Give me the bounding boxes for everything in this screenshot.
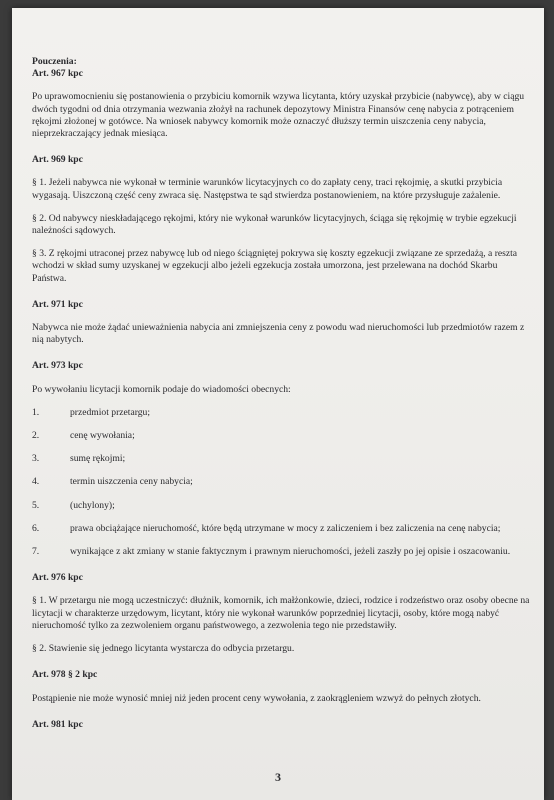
art-973-heading: Art. 973 kpc xyxy=(32,360,83,372)
art-967-heading: Art. 967 kpc xyxy=(32,68,83,80)
art-971-text: Nabywca nie może żądać unieważnienia nabycia ani zmniejszenia ceny z powodu wad nieruchomości lub przedmiotów razem z nią nabytych. xyxy=(32,322,525,346)
art-973-item-7 xyxy=(32,546,530,558)
list-number: 7. xyxy=(32,546,40,558)
list-text: wynikające z akt zmiany w stanie faktycznym i prawnym nieruchomości, jeżeli zaszły po jej opisie i oszacowaniu. xyxy=(70,546,511,558)
art-976-heading: Art. 976 kpc xyxy=(32,572,83,584)
art-969-paragraph-2: § 2. Od nabywcy nieskładającego rękojmi, który nie wykonał warunków licytacyjnych, ściąga się rękojmię w trybie egzekucji należności sądowych. xyxy=(32,212,517,237)
list-text: (uchylony); xyxy=(70,499,115,511)
art-973-item-3 xyxy=(32,453,530,465)
art-973-item-1 xyxy=(32,407,530,419)
art-976-paragraph-1: § 1. W przetargu nie mogą uczestniczyć: dłużnik, komornik, ich małżonkowie, dzieci, rodzice i rodzeństwo oraz osoby obecne na licytacji w charakterze urzędowym, licytant, który nie wykonał warunków poprzedniej licytacji, osoby, które mogą nabyć nieruchomość tylko za zezwoleniem organu państwowego, a zezwolenia tego nie przedstawiły. xyxy=(32,595,530,631)
art-976-paragraph-2: § 2. Stawienie się jednego licytanta wystarcza do odbycia przetargu. xyxy=(32,643,295,655)
art-967-text: Po uprawomocnieniu się postanowienia o przybiciu komornik wzywa licytanta, który uzyskał przybicie (nabywcę), aby w ciągu dwóch tygodni od dnia otrzymania wezwania złożył na rachunek depozytowy Ministra Finansów cenę nabycia z potrąceniem rękojmi złożonej w gotówce. Na wniosek nabywcy komornik może oznaczyć dłuższy termin uiszczenia ceny nabycia, nieprzekraczający jednak miesiąca. xyxy=(32,91,525,140)
document-content xyxy=(32,56,530,731)
list-number: 5. xyxy=(32,499,40,511)
art-973-item-4 xyxy=(32,476,530,488)
page-number: 3 xyxy=(275,770,281,784)
list-text: prawa obciążające nieruchomość, które będą utrzymane w mocy z zaliczeniem i bez zaliczenia na cenę nabycia; xyxy=(70,522,501,534)
list-text: cenę wywołania; xyxy=(70,430,135,442)
list-number: 4. xyxy=(32,476,40,488)
art-981-heading: Art. 981 kpc xyxy=(32,718,83,730)
art-969-paragraph-3: § 3. Z rękojmi utraconej przez nabywcę lub od niego ściągniętej pokrywa się koszty egzekucji związane ze sprzedażą, a reszta wchodzi w skład sumy uzyskanej w egzekucji albo jeżeli egzekucja została umorzona, jest przelewana na dochód Skarbu Państwa. xyxy=(32,248,518,284)
document-page xyxy=(12,8,544,800)
list-number: 6. xyxy=(32,522,40,534)
list-text: przedmiot przetargu; xyxy=(70,406,151,418)
art-973-intro: Po wywołaniu licytacji komornik podaje do wiadomości obecnych: xyxy=(32,383,291,395)
list-number: 3. xyxy=(32,453,40,465)
list-text: termin uiszczenia ceny nabycia; xyxy=(70,476,193,488)
art-969-paragraph-1: § 1. Jeżeli nabywca nie wykonał w terminie warunków licytacyjnych co do zapłaty ceny, traci rękojmię, a skutki przybicia wygasają. Uiszczoną część ceny zwraca się. Następstwa te sąd stwierdza postanowieniem, na które przysługuje zażalenie. xyxy=(32,177,503,201)
art-978-text: Postąpienie nie może wynosić mniej niż jeden procent ceny wywołania, z zaokrągleniem wzwyż do pełnych złotych. xyxy=(32,692,481,704)
pouczenia-label: Pouczenia: xyxy=(32,56,77,67)
art-969-heading: Art. 969 kpc xyxy=(32,154,83,166)
art-973-item-5 xyxy=(32,500,530,512)
art-973-item-2 xyxy=(32,430,530,442)
art-973-item-6 xyxy=(32,523,530,535)
art-971-heading: Art. 971 kpc xyxy=(32,298,83,310)
list-number: 1. xyxy=(32,406,40,418)
art-978-heading: Art. 978 § 2 kpc xyxy=(32,669,98,681)
list-number: 2. xyxy=(32,430,40,442)
list-text: sumę rękojmi; xyxy=(70,453,126,465)
